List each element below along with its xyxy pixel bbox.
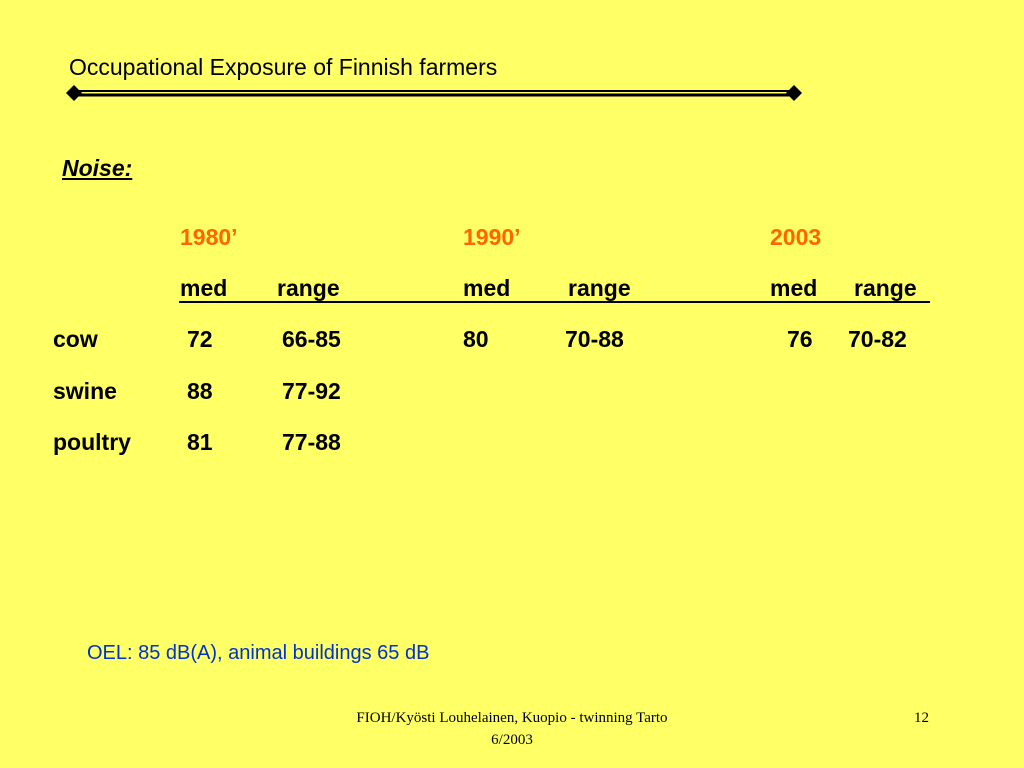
med-label: med: [463, 275, 511, 301]
row-label-swine: swine: [53, 378, 117, 404]
subheader-1990: [354, 273, 770, 303]
cell-cow-1990-range: 70-88: [565, 326, 624, 352]
range-label: range: [854, 275, 917, 301]
year-header-1980: 1980’: [180, 224, 238, 250]
med-label: med: [770, 275, 818, 301]
cell-cow-2003-med: 76: [787, 326, 813, 352]
page-number: 12: [914, 710, 929, 726]
left-diamond-icon: [66, 85, 82, 101]
year-header-2003: 2003: [770, 224, 822, 250]
row-label-poultry: poultry: [53, 429, 131, 455]
section-heading-noise: Noise:: [62, 155, 133, 181]
year-header-1990: 1990’: [463, 224, 521, 250]
oel-note: OEL: 85 dB(A), animal buildings 65 dB: [87, 642, 430, 664]
range-label: range: [568, 275, 631, 301]
slide-title: Occupational Exposure of Finnish farmers: [69, 54, 498, 80]
cell-poultry-1980-range: 77-88: [282, 429, 341, 455]
subheader-1980: [179, 273, 354, 303]
cell-swine-1980-med: 88: [187, 378, 213, 404]
cell-poultry-1980-med: 81: [187, 429, 213, 455]
cell-swine-1980-range: 77-92: [282, 378, 341, 404]
title-divider: [66, 84, 806, 104]
right-diamond-icon: [786, 85, 802, 101]
cell-cow-1980-range: 66-85: [282, 326, 341, 352]
row-label-cow: cow: [53, 326, 98, 352]
subheader-2003: [770, 273, 930, 303]
med-label: med: [180, 275, 228, 301]
range-label: range: [277, 275, 340, 301]
cell-cow-1990-med: 80: [463, 326, 489, 352]
cell-cow-1980-med: 72: [187, 326, 213, 352]
cell-cow-2003-range: 70-82: [848, 326, 907, 352]
footer-credit: FIOH/Kyösti Louhelainen, Kuopio - twinning Tarto 6/2003: [356, 710, 668, 748]
